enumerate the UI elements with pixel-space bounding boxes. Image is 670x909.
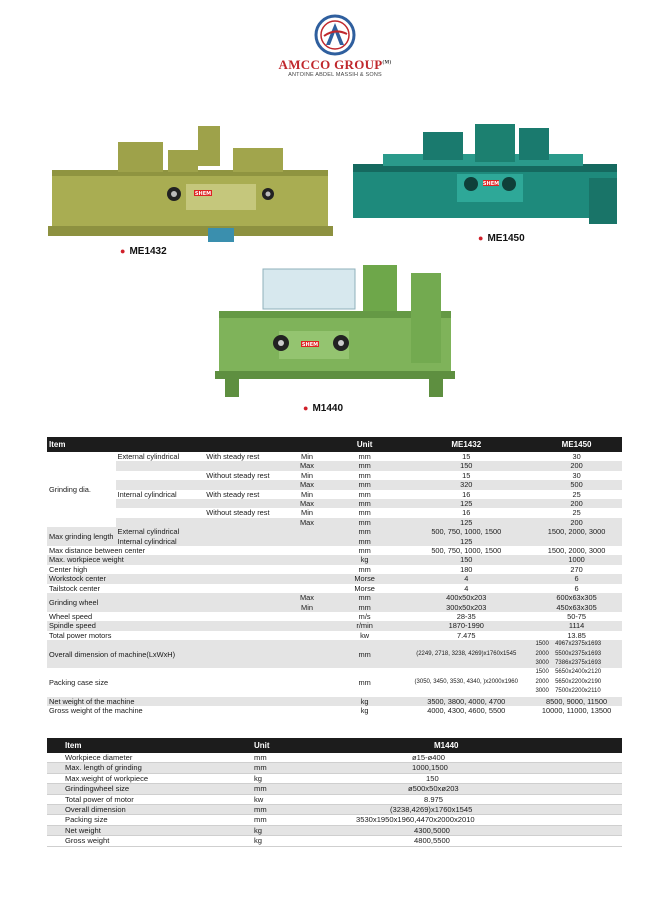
limit-cell: Max xyxy=(286,480,328,489)
value-cell-me1450: 7386x2375x1693 xyxy=(553,659,622,668)
item-cell: Max. workpiece weight xyxy=(47,555,328,564)
unit-cell: kg xyxy=(328,697,402,706)
unit-cell: mm xyxy=(358,489,371,499)
grinding-wheel-label: Grinding wheel xyxy=(47,593,286,612)
spec-table-m1440 xyxy=(47,738,622,847)
item-cell: Net weight xyxy=(47,825,222,835)
machine-label-m1440: ● M1440 xyxy=(303,403,344,414)
value-cell-me1450: 270 xyxy=(570,564,583,574)
value-cell-me1450: 4967x2375x1693 xyxy=(553,640,622,649)
length-option-cell: 1500 xyxy=(531,640,553,649)
value-cell-me1432: 400x50x203 xyxy=(401,593,531,602)
table-row xyxy=(47,706,622,715)
value-cell-m1440: 8.975 xyxy=(342,794,622,804)
table-row xyxy=(47,461,622,470)
value-cell-me1450: 1500, 2000, 3000 xyxy=(531,527,622,536)
unit-cell: kg xyxy=(328,555,402,564)
item-cell: Net weight of the machine xyxy=(47,697,328,706)
unit-cell: mm xyxy=(222,763,342,773)
table-row xyxy=(47,784,622,794)
unit-cell: mm xyxy=(222,815,342,825)
item-cell: Total power motors xyxy=(49,630,112,640)
unit-cell: mm xyxy=(358,452,371,461)
value-cell-me1450: 6 xyxy=(574,583,579,593)
unit-cell: kw xyxy=(360,630,370,640)
value-cell-me1432: 1870-1990 xyxy=(401,621,531,630)
without-steady-rest-label: Without steady rest xyxy=(206,508,270,518)
external-cylindrical-label: External cylindrical xyxy=(117,452,180,461)
table-row xyxy=(47,753,622,763)
table-row xyxy=(47,527,622,536)
unit-cell: mm xyxy=(358,564,371,574)
unit-cell: kg xyxy=(222,825,342,835)
machine-image-me1450 xyxy=(353,118,621,230)
item-cell: Max. length of grinding xyxy=(47,763,222,773)
unit-cell: mm xyxy=(358,677,371,687)
unit-cell: kg xyxy=(360,705,369,715)
brand-name: AMCCO $GROUP^{(M)}$ xyxy=(278,57,392,72)
unit-cell: mm xyxy=(358,508,371,518)
table-row xyxy=(47,668,622,677)
unit-cell: kg xyxy=(222,836,342,846)
unit-cell: mm xyxy=(222,753,342,763)
table-row xyxy=(47,574,622,583)
header-me1432: ME1432 xyxy=(401,437,531,452)
limit-cell: Max xyxy=(286,499,328,508)
value-cell-me1450: 200 xyxy=(531,518,622,527)
unit-cell: mm xyxy=(328,499,402,508)
unit-cell: mm xyxy=(328,593,402,602)
bullet-icon: ● xyxy=(478,233,484,243)
item-cell: Gross weight of the machine xyxy=(49,705,143,715)
table-row xyxy=(47,518,622,527)
value-cell-me1432: 125 xyxy=(401,518,531,527)
table-row xyxy=(47,621,622,630)
machine-image-me1432 xyxy=(48,122,333,252)
item-cell: Wheel speed xyxy=(49,611,93,621)
table-row xyxy=(47,584,622,593)
value-cell-me1432: 16 xyxy=(462,508,471,518)
value-cell-me1450: 200 xyxy=(531,461,622,470)
length-option-cell: 2000 xyxy=(535,678,549,685)
value-cell-me1432: 320 xyxy=(401,480,531,489)
value-cell-m1440: 4800,5500 xyxy=(342,836,622,846)
bullet-icon: ● xyxy=(120,246,126,256)
value-cell-m1440: 1000,1500 xyxy=(342,763,622,773)
value-cell-me1450: 5650x2400x2120 xyxy=(555,669,602,676)
table-row xyxy=(47,537,622,546)
unit-cell: r/min xyxy=(328,621,402,630)
max-grinding-length-label: Max grinding length xyxy=(47,527,116,546)
item-cell: Max.weight of workpiece xyxy=(47,773,222,783)
unit-cell: kg xyxy=(222,773,342,783)
header-unit: Unit xyxy=(328,437,402,452)
unit-cell: mm xyxy=(328,603,402,612)
item-cell: Workstock center xyxy=(47,574,328,583)
length-option-cell: 3000 xyxy=(535,688,549,695)
item-cell: Packing size xyxy=(47,815,222,825)
unit-cell: mm xyxy=(328,518,402,527)
value-cell-me1450: 5500x2375x1693 xyxy=(553,650,622,659)
table-row xyxy=(47,805,622,815)
limit-cell: Min xyxy=(301,489,313,499)
value-cell-me1450: 8500, 9000, 11500 xyxy=(531,697,622,706)
header-unit: Unit xyxy=(222,738,342,753)
value-cell-me1432: (2249, 2718, 3238, 4269)x1760x1545 xyxy=(401,640,531,668)
table-row xyxy=(47,546,622,555)
value-cell-me1450: 1500, 2000, 3000 xyxy=(547,546,606,556)
table-row xyxy=(47,697,622,706)
length-option-cell: 1500 xyxy=(535,669,549,676)
unit-cell: mm xyxy=(358,470,371,480)
header-item: Item xyxy=(47,437,328,452)
table-row xyxy=(47,452,622,461)
unit-cell: kw xyxy=(222,794,342,804)
value-cell-me1450: 25 xyxy=(572,508,581,518)
value-cell-me1450: 5650x2200x2190 xyxy=(555,678,602,685)
value-cell-me1432: (3050, 3450, 3530, 4340, )x2000x1960 xyxy=(414,678,518,685)
limit-cell: Max xyxy=(286,461,328,470)
item-cell: Tailstock center xyxy=(49,583,100,593)
value-cell-me1450: 500 xyxy=(531,480,622,489)
table-row xyxy=(47,499,622,508)
table-header-row xyxy=(47,437,622,452)
grinding-dia-label: Grinding dia. xyxy=(49,484,91,494)
packing-case-label: Packing case size xyxy=(49,677,109,687)
table-row xyxy=(47,490,622,499)
item-cell: Spindle speed xyxy=(47,621,328,630)
length-option-cell: 2000 xyxy=(531,650,553,659)
machine-label-me1450: ● ME1450 xyxy=(478,233,525,244)
table-header-row xyxy=(47,738,622,753)
unit-cell: mm xyxy=(328,640,402,668)
table-row xyxy=(47,825,622,835)
limit-cell: Min xyxy=(301,452,313,461)
with-steady-rest-label: With steady rest xyxy=(206,452,260,461)
value-cell-me1432: 4000, 4300, 4600, 5500 xyxy=(427,705,506,715)
value-cell-me1432: 7.475 xyxy=(457,630,476,640)
value-cell-me1432: 500, 750, 1000, 1500 xyxy=(431,546,502,556)
value-cell-me1432: 3500, 3800, 4000, 4700 xyxy=(401,697,531,706)
value-cell-me1432: 4 xyxy=(401,574,531,583)
table-row xyxy=(47,763,622,773)
value-cell-me1432: 180 xyxy=(460,564,473,574)
header-me1450: ME1450 xyxy=(531,437,622,452)
machine-label-me1432: ● ME1432 xyxy=(120,246,167,257)
value-cell-me1450: 450x63x305 xyxy=(531,603,622,612)
external-cylindrical-label: External cylindrical xyxy=(116,527,328,536)
table-row xyxy=(47,836,622,846)
value-cell-me1450: 13.85 xyxy=(567,630,586,640)
value-cell-me1450: 6 xyxy=(531,574,622,583)
item-cell: Grindingwheel size xyxy=(47,784,222,794)
item-cell: Overall dimension xyxy=(47,805,222,815)
value-cell-me1450: 200 xyxy=(531,499,622,508)
limit-cell: Min xyxy=(301,508,313,518)
company-logo xyxy=(270,14,400,78)
machine-badge-m1440: SHEM xyxy=(301,342,319,348)
unit-cell: mm xyxy=(328,480,402,489)
unit-cell: Morse xyxy=(354,583,375,593)
value-cell-m1440: 150 xyxy=(342,773,622,783)
table-row xyxy=(47,631,622,640)
unit-cell: Morse xyxy=(328,574,402,583)
machine-badge-me1450: SHEM xyxy=(482,181,500,187)
limit-cell: Min xyxy=(286,603,328,612)
value-cell-me1432: 150 xyxy=(401,461,531,470)
value-cell-me1432: 500, 750, 1000, 1500 xyxy=(401,527,531,536)
unit-cell: mm xyxy=(328,537,402,546)
table-row xyxy=(47,794,622,804)
bullet-icon: ● xyxy=(303,403,309,413)
table-row xyxy=(47,593,622,602)
table-row xyxy=(47,480,622,489)
value-cell-me1432: 300x50x203 xyxy=(401,603,531,612)
header-m1440: M1440 xyxy=(342,738,622,753)
value-cell-m1440: (3238,4269)x1760x1545 xyxy=(342,805,622,815)
table-row xyxy=(47,773,622,783)
value-cell-me1432: 4 xyxy=(464,583,469,593)
without-steady-rest-label: Without steady rest xyxy=(206,470,270,480)
limit-cell: Max xyxy=(286,593,328,602)
value-cell-me1432: 125 xyxy=(401,499,531,508)
item-cell: Gross weight xyxy=(47,836,222,846)
header-item: Item xyxy=(47,738,222,753)
value-cell-m1440: ø15-ø400 xyxy=(342,753,622,763)
item-cell: Center high xyxy=(49,564,88,574)
value-cell-me1432: 16 xyxy=(462,489,471,499)
value-cell-m1440: ø500x50xø203 xyxy=(342,784,622,794)
value-cell-me1450: 30 xyxy=(572,452,581,461)
unit-cell: mm xyxy=(222,805,342,815)
brand-subtitle: ANTOINE ABDEL MASSIH & SONS xyxy=(288,72,382,78)
value-cell-me1450: 600x63x305 xyxy=(531,593,622,602)
value-cell-m1440: 3530x1950x1960,4470x2000x2010 xyxy=(342,815,622,825)
value-cell-me1432: 15 xyxy=(462,470,471,480)
value-cell-me1450: 25 xyxy=(572,489,581,499)
table-row xyxy=(47,508,622,517)
value-cell-me1432: 15 xyxy=(462,452,471,461)
unit-cell: mm xyxy=(328,461,402,470)
length-option-cell: 3000 xyxy=(531,659,553,668)
limit-cell: Max xyxy=(286,518,328,527)
table-row xyxy=(47,565,622,574)
item-cell: Total power of motor xyxy=(47,794,222,804)
value-cell-me1450: 1114 xyxy=(531,621,622,630)
with-steady-rest-label: With steady rest xyxy=(206,489,260,499)
value-cell-me1450: 30 xyxy=(572,470,581,480)
value-cell-m1440: 4300,5000 xyxy=(342,825,622,835)
table-row xyxy=(47,555,622,564)
table-row xyxy=(47,612,622,621)
overall-dimension-label: Overall dimension of machine(LxWxH) xyxy=(47,640,328,668)
limit-cell: Min xyxy=(301,470,313,480)
value-cell-me1432: 28-35 xyxy=(456,611,476,621)
table-row xyxy=(47,471,622,480)
item-cell: Workpiece diameter xyxy=(47,753,222,763)
value-cell-me1432: 125 xyxy=(401,537,531,546)
machine-image-m1440 xyxy=(215,255,455,400)
machine-badge-me1432: SHEM xyxy=(194,191,212,197)
value-cell-me1450: 50-75 xyxy=(567,611,587,621)
item-cell: Max distance between center xyxy=(49,546,146,556)
spec-table-me1432-me1450 xyxy=(47,437,622,715)
internal-cylindrical-label: Internal cylindrical xyxy=(116,537,328,546)
value-cell-me1432: 150 xyxy=(401,555,531,564)
value-cell-me1450: 1000 xyxy=(531,555,622,564)
unit-cell: m/s xyxy=(358,611,371,621)
amcco-emblem-icon xyxy=(314,14,356,56)
table-row xyxy=(47,640,622,649)
unit-cell: mm xyxy=(222,784,342,794)
unit-cell: mm xyxy=(358,546,371,556)
table-row xyxy=(47,815,622,825)
unit-cell: mm xyxy=(328,527,402,536)
value-cell-me1450: 7500x2200x2110 xyxy=(555,688,601,695)
value-cell-me1450: 10000, 11000, 13500 xyxy=(541,705,612,715)
internal-cylindrical-label: Internal cylindrical xyxy=(117,489,177,499)
